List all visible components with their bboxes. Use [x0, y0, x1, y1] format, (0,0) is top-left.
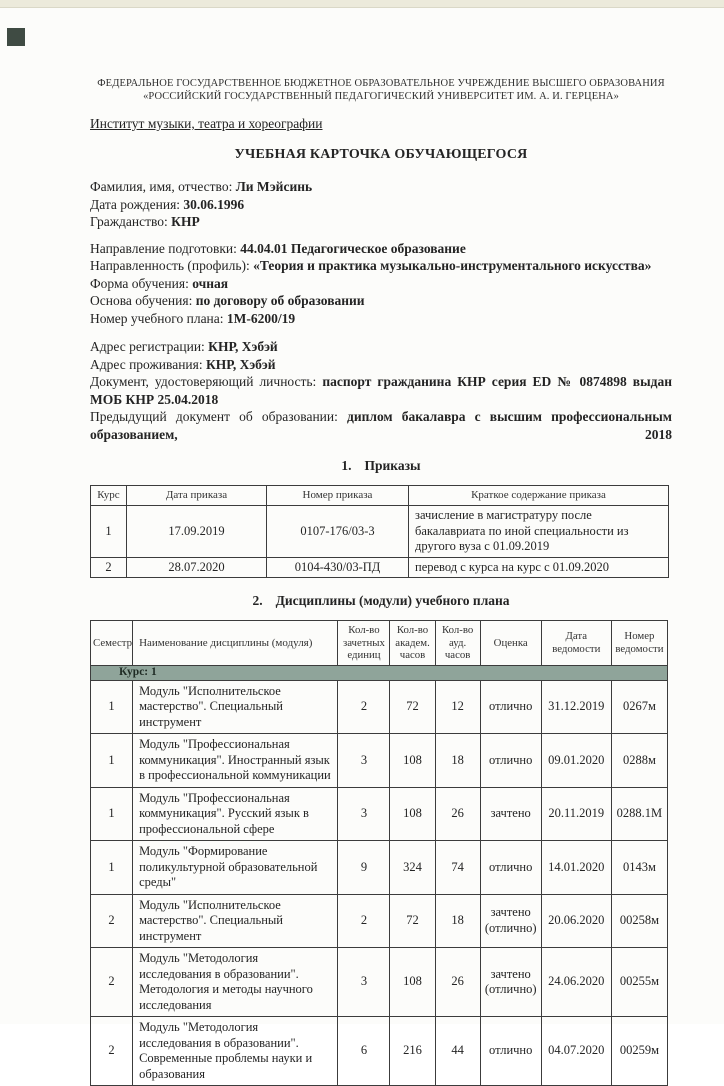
discipline-sheet-date: 20.11.2019 — [541, 787, 611, 841]
discipline-name: Модуль "Исполнительское мастерство". Специальный инструмент — [133, 680, 338, 734]
field-value: очная — [192, 275, 229, 291]
field-row — [90, 292, 672, 310]
discipline-aud-hours: 18 — [435, 734, 480, 788]
discipline-row — [91, 787, 668, 841]
field-label: Документ, удостоверяющий личность: — [90, 374, 323, 389]
discipline-grade: зачтено (отлично) — [480, 894, 541, 948]
discipline-aud-hours: 44 — [435, 1017, 480, 1086]
orders-col-content: Краткое содержание приказа — [409, 486, 669, 506]
field-value: паспорт гражданина КНР серия ED № 0874898 выдан — [322, 374, 673, 389]
field-row — [90, 196, 672, 214]
discipline-row — [91, 734, 668, 788]
previous-education-line2 — [90, 426, 672, 444]
discipline-grade: зачтено (отлично) — [480, 948, 541, 1017]
discipline-credits: 3 — [338, 787, 390, 841]
disc-col-acad-hours: Кол-во академ. часов — [390, 621, 435, 666]
course-band-row — [91, 665, 668, 680]
discipline-sheet-number: 0288м — [611, 734, 667, 788]
orders-table — [90, 485, 669, 578]
field-value: образованием, — [90, 426, 178, 442]
discipline-credits: 9 — [338, 841, 390, 895]
discipline-name: Модуль "Методология исследования в образовании". Современные проблемы науки и образования — [133, 1017, 338, 1086]
discipline-grade: зачтено — [480, 787, 541, 841]
discipline-sheet-date: 04.07.2020 — [541, 1017, 611, 1086]
order-row — [91, 557, 669, 578]
order-content: зачисление в магистратуру после бакалавриата по иной специальности из другого вуза с 01.09.2019 — [409, 506, 669, 558]
field-value: 44.04.01 Педагогическое образование — [240, 240, 466, 256]
discipline-aud-hours: 18 — [435, 894, 480, 948]
discipline-acad-hours: 216 — [390, 1017, 435, 1086]
personal-info-block — [90, 178, 672, 231]
discipline-credits: 2 — [338, 894, 390, 948]
discipline-name: Модуль "Формирование поликультурной образовательной среды" — [133, 841, 338, 895]
order-number: 0104-430/03-ПД — [267, 557, 409, 578]
field-label: Форма обучения: — [90, 275, 193, 291]
discipline-semester: 1 — [91, 680, 133, 734]
field-value: «Теория и практика музыкально-инструментального искусства» — [253, 258, 652, 273]
course-band-label: Курс: 1 — [91, 665, 668, 680]
field-value: КНР, Хэбэй — [205, 356, 276, 372]
order-date: 28.07.2020 — [127, 557, 267, 578]
program-info-block — [90, 240, 672, 328]
discipline-sheet-number: 00259м — [611, 1017, 667, 1086]
disc-col-aud-hours: Кол-во ауд. часов — [435, 621, 480, 666]
discipline-credits: 2 — [338, 680, 390, 734]
discipline-name: Модуль "Исполнительское мастерство". Специальный инструмент — [133, 894, 338, 948]
disc-col-sheet-number: Номер ведомости — [611, 621, 667, 666]
discipline-semester: 1 — [91, 787, 133, 841]
discipline-sheet-number: 00255м — [611, 948, 667, 1017]
discipline-aud-hours: 12 — [435, 680, 480, 734]
previous-education-line1 — [90, 408, 672, 426]
disciplines-section-number: 2. — [252, 593, 263, 608]
disc-col-grade: Оценка — [480, 621, 541, 666]
discipline-acad-hours: 108 — [390, 734, 435, 788]
orders-section-number: 1. — [341, 458, 352, 473]
discipline-semester: 2 — [91, 1017, 133, 1086]
field-label: Фамилия, имя, отчество: — [90, 179, 236, 194]
discipline-grade: отлично — [480, 841, 541, 895]
discipline-credits: 3 — [338, 948, 390, 1017]
field-label: Основа обучения: — [90, 293, 196, 308]
field-label: Адрес проживания: — [90, 356, 206, 372]
field-value: КНР — [171, 214, 200, 229]
orders-col-number: Номер приказа — [267, 486, 409, 506]
discipline-row — [91, 841, 668, 895]
discipline-name: Модуль "Методология исследования в образовании". Методология и методы научного исследования — [133, 948, 338, 1017]
discipline-sheet-number: 0267м — [611, 680, 667, 734]
discipline-sheet-date: 09.01.2020 — [541, 734, 611, 788]
discipline-semester: 1 — [91, 734, 133, 788]
disciplines-table-wrap — [90, 620, 672, 1086]
order-row — [91, 506, 669, 558]
field-label: Номер учебного плана: — [90, 310, 227, 326]
discipline-aud-hours: 26 — [435, 948, 480, 1017]
field-value: 30.06.1996 — [183, 196, 245, 212]
order-number: 0107-176/03-3 — [267, 506, 409, 558]
field-label: Дата рождения: — [90, 196, 184, 212]
discipline-semester: 2 — [91, 894, 133, 948]
disciplines-section-title: Дисциплины (модули) учебного плана — [275, 593, 510, 608]
field-value: диплом бакалавра с высшим профессиональным — [346, 409, 672, 424]
field-value: Ли Мэйсинь — [235, 179, 313, 194]
discipline-acad-hours: 108 — [390, 787, 435, 841]
discipline-semester: 1 — [91, 841, 133, 895]
field-label: Направленность (профиль): — [90, 258, 254, 273]
discipline-name: Модуль "Профессиональная коммуникация". Иностранный язык в профессиональной коммуникации — [133, 734, 338, 788]
disciplines-header-row — [91, 621, 668, 666]
discipline-row — [91, 680, 668, 734]
discipline-acad-hours: 324 — [390, 841, 435, 895]
field-row — [90, 257, 672, 275]
discipline-row — [91, 948, 668, 1017]
discipline-acad-hours: 108 — [390, 948, 435, 1017]
field-row — [90, 356, 672, 374]
discipline-aud-hours: 74 — [435, 841, 480, 895]
discipline-row — [91, 1017, 668, 1086]
orders-section-title: Приказы — [364, 458, 421, 473]
orders-table-wrap — [90, 485, 672, 578]
discipline-sheet-date: 14.01.2020 — [541, 841, 611, 895]
discipline-credits: 3 — [338, 734, 390, 788]
orders-col-course: Курс — [91, 486, 127, 506]
discipline-acad-hours: 72 — [390, 680, 435, 734]
field-value: КНР, Хэбэй — [208, 339, 278, 354]
discipline-grade: отлично — [480, 1017, 541, 1086]
discipline-name: Модуль "Профессиональная коммуникация". Русский язык в профессиональной сфере — [133, 787, 338, 841]
discipline-sheet-date: 24.06.2020 — [541, 948, 611, 1017]
disc-col-name: Наименование дисциплины (модуля) — [133, 621, 338, 666]
disc-col-semester: Семестр — [91, 621, 133, 666]
scan-corner-mark — [7, 28, 25, 46]
field-row — [90, 240, 672, 258]
field-value: МОБ КНР 25.04.2018 — [90, 391, 219, 407]
discipline-sheet-number: 00258м — [611, 894, 667, 948]
field-label: Направление подготовки: — [90, 240, 241, 256]
organization-name-line1: ФЕДЕРАЛЬНОЕ ГОСУДАРСТВЕННОЕ БЮДЖЕТНОЕ ОБРАЗОВАТЕЛЬНОЕ УЧРЕЖДЕНИЕ ВЫСШЕГО ОБРАЗОВАНИЯ — [97, 78, 665, 89]
field-row — [90, 338, 672, 356]
field-row — [90, 178, 672, 196]
disciplines-section-heading — [90, 593, 672, 609]
discipline-sheet-date: 20.06.2020 — [541, 894, 611, 948]
institute-name: Институт музыки, театра и хореографии — [90, 116, 323, 131]
orders-header-row — [91, 486, 669, 506]
order-date: 17.09.2019 — [127, 506, 267, 558]
discipline-sheet-number: 0143м — [611, 841, 667, 895]
disc-col-credits: Кол-во зачетных единиц — [338, 621, 390, 666]
order-course: 1 — [91, 506, 127, 558]
address-document-block — [90, 338, 672, 443]
discipline-semester: 2 — [91, 948, 133, 1017]
page-title: УЧЕБНАЯ КАРТОЧКА ОБУЧАЮЩЕГОСЯ — [234, 147, 528, 162]
discipline-aud-hours: 26 — [435, 787, 480, 841]
field-row — [90, 275, 672, 293]
discipline-credits: 6 — [338, 1017, 390, 1086]
page-content — [90, 0, 672, 1086]
identity-document-line1 — [90, 373, 672, 391]
organization-header — [90, 78, 672, 103]
discipline-row — [91, 894, 668, 948]
field-label: Гражданство: — [90, 214, 172, 229]
discipline-acad-hours: 72 — [390, 894, 435, 948]
field-label: Предыдущий документ об образовании: — [90, 409, 347, 424]
organization-name-line2: «РОССИЙСКИЙ ГОСУДАРСТВЕННЫЙ ПЕДАГОГИЧЕСКИЙ УНИВЕРСИТЕТ ИМ. А. И. ГЕРЦЕНА» — [143, 90, 619, 102]
field-row — [90, 213, 672, 231]
discipline-grade: отлично — [480, 680, 541, 734]
previous-education-year: 2018 — [645, 426, 672, 442]
order-course: 2 — [91, 557, 127, 578]
orders-col-date: Дата приказа — [127, 486, 267, 506]
field-value: по договору об образовании — [195, 293, 365, 308]
discipline-sheet-number: 0288.1М — [611, 787, 667, 841]
discipline-grade: отлично — [480, 734, 541, 788]
disciplines-table — [90, 620, 668, 1086]
field-value: 1М-6200/19 — [226, 310, 296, 326]
disc-col-sheet-date: Дата ведомости — [541, 621, 611, 666]
discipline-sheet-date: 31.12.2019 — [541, 680, 611, 734]
identity-document-line2 — [90, 391, 672, 409]
field-row — [90, 310, 672, 328]
order-content: перевод с курса на курс с 01.09.2020 — [409, 557, 669, 578]
field-label: Адрес регистрации: — [90, 339, 209, 354]
orders-section-heading — [90, 458, 672, 474]
